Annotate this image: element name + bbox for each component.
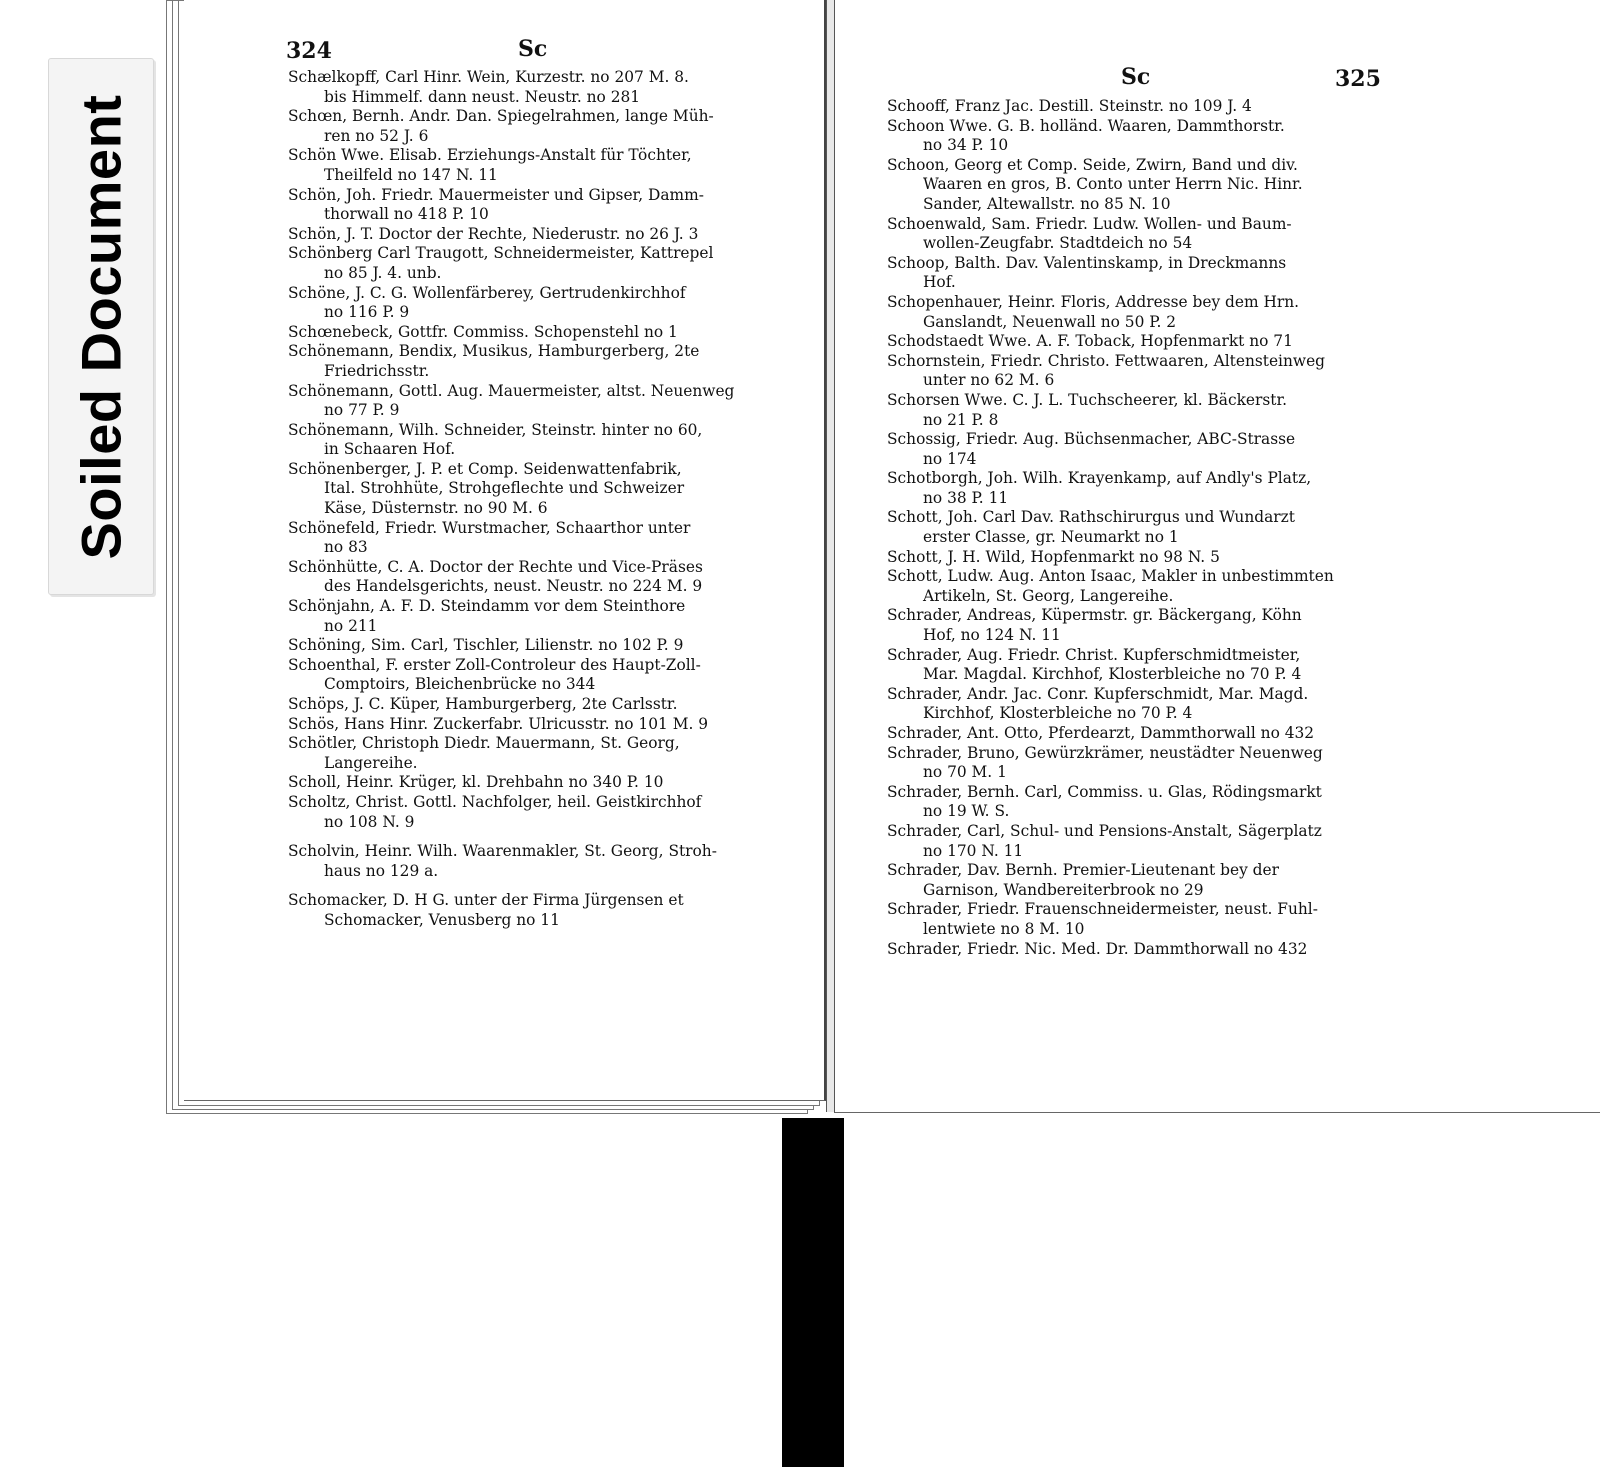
directory-entry bbox=[887, 254, 1334, 293]
entry-continuation-line: no 108 N. 9 bbox=[324, 812, 415, 831]
right-page bbox=[834, 0, 1600, 1113]
entry-continuation-line: no 211 bbox=[324, 616, 378, 635]
directory-entry bbox=[288, 244, 734, 283]
directory-entry bbox=[887, 822, 1334, 861]
directory-entry bbox=[288, 891, 734, 930]
directory-entry bbox=[887, 861, 1334, 900]
directory-entry bbox=[887, 117, 1334, 156]
entry-line: Schön, Joh. Friedr. Mauermeister und Gipser, Damm- bbox=[288, 185, 704, 204]
directory-entry bbox=[288, 773, 734, 793]
entry-line: Scholvin, Heinr. Wilh. Waarenmakler, St. Georg, Stroh- bbox=[288, 842, 717, 861]
entry-continuation-line: no 70 M. 1 bbox=[923, 763, 1007, 782]
entry-continuation-line: Mar. Magdal. Kirchhof, Klosterbleiche no 70 P. 4 bbox=[923, 665, 1302, 684]
directory-entry bbox=[887, 391, 1334, 430]
entry-line: Schoenthal, F. erster Zoll-Controleur des Haupt-Zoll- bbox=[288, 655, 701, 674]
directory-entry bbox=[288, 107, 734, 146]
directory-entry bbox=[288, 225, 734, 245]
soiled-document-tab bbox=[48, 58, 154, 595]
entry-gap bbox=[288, 832, 734, 842]
directory-entry bbox=[288, 68, 734, 107]
directory-entry bbox=[288, 656, 734, 695]
directory-entry bbox=[288, 636, 734, 656]
directory-entry bbox=[288, 284, 734, 323]
entry-continuation-line: Sander, Altewallstr. no 85 N. 10 bbox=[923, 194, 1171, 213]
directory-entry bbox=[887, 744, 1334, 783]
entry-continuation-line: Ital. Strohhüte, Strohgeflechte und Schweizer bbox=[324, 479, 685, 498]
entry-continuation-line: thorwall no 418 P. 10 bbox=[324, 205, 489, 224]
entry-line: Schrader, Friedr. Nic. Med. Dr. Dammthorwall no 432 bbox=[887, 939, 1308, 958]
entry-continuation-line: Hof. bbox=[923, 273, 956, 292]
entry-line: Schœnebeck, Gottfr. Commiss. Schopenstehl no 1 bbox=[288, 322, 678, 341]
entry-line: Schornstein, Friedr. Christo. Fettwaaren, Altensteinweg bbox=[887, 351, 1326, 370]
entry-line: Schrader, Bruno, Gewürzkrämer, neustädter Neuenweg bbox=[887, 743, 1323, 762]
entry-continuation-line: erster Classe, gr. Neumarkt no 1 bbox=[923, 528, 1179, 547]
entry-line: Schoenwald, Sam. Friedr. Ludw. Wollen- und Baum- bbox=[887, 214, 1292, 233]
directory-entry bbox=[887, 508, 1334, 547]
entry-continuation-line: in Schaaren Hof. bbox=[324, 440, 456, 459]
entry-line: Schorsen Wwe. C. J. L. Tuchscheerer, kl. Bäckerstr. bbox=[887, 390, 1288, 409]
entry-line: Schönjahn, A. F. D. Steindamm vor dem Steinthore bbox=[288, 597, 686, 616]
left-page-number: 324 bbox=[286, 38, 332, 64]
entry-continuation-line: no 34 P. 10 bbox=[923, 136, 1009, 155]
entry-line: Schælkopff, Carl Hinr. Wein, Kurzestr. no 207 M. 8. bbox=[288, 68, 689, 86]
entry-line: Schönenberger, J. P. et Comp. Seidenwattenfabrik, bbox=[288, 459, 682, 478]
entry-continuation-line: Schomacker, Venusberg no 11 bbox=[324, 910, 560, 929]
entry-continuation-line: ren no 52 J. 6 bbox=[324, 126, 429, 145]
entry-continuation-line: unter no 62 M. 6 bbox=[923, 371, 1055, 390]
directory-entry bbox=[288, 715, 734, 735]
entry-line: Schoon Wwe. G. B. holländ. Waaren, Dammthorstr. bbox=[887, 116, 1285, 135]
entry-line: Schös, Hans Hinr. Zuckerfabr. Ulricusstr. no 101 M. 9 bbox=[288, 714, 709, 733]
directory-entry bbox=[288, 842, 734, 881]
entry-line: Schönhütte, C. A. Doctor der Rechte und Vice-Präses bbox=[288, 557, 703, 576]
entry-line: Scholl, Heinr. Krüger, kl. Drehbahn no 340 P. 10 bbox=[288, 773, 664, 792]
entry-continuation-line: no 170 N. 11 bbox=[923, 841, 1024, 860]
right-entry-list bbox=[887, 97, 1334, 959]
left-running-head: Sc bbox=[518, 36, 548, 62]
directory-entry bbox=[887, 469, 1334, 508]
directory-entry bbox=[887, 783, 1334, 822]
entry-continuation-line: bis Himmelf. dann neust. Neustr. no 281 bbox=[324, 87, 641, 106]
entry-continuation-line: Langereihe. bbox=[324, 753, 418, 772]
entry-continuation-line: no 19 W. S. bbox=[923, 802, 1010, 821]
directory-entry bbox=[288, 460, 734, 519]
entry-line: Schönemann, Bendix, Musikus, Hamburgerberg, 2te bbox=[288, 342, 700, 361]
left-page bbox=[184, 0, 826, 1101]
directory-entry bbox=[887, 97, 1334, 117]
entry-continuation-line: Waaren en gros, B. Conto unter Herrn Nic. Hinr. bbox=[923, 175, 1303, 194]
entry-continuation-line: haus no 129 a. bbox=[324, 861, 439, 880]
directory-entry bbox=[288, 597, 734, 636]
entry-continuation-line: no 85 J. 4. unb. bbox=[324, 263, 442, 282]
entry-line: Schossig, Friedr. Aug. Büchsenmacher, ABC-Strasse bbox=[887, 430, 1296, 449]
entry-line: Schön Wwe. Elisab. Erziehungs-Anstalt für Töchter, bbox=[288, 146, 692, 165]
entry-line: Schopenhauer, Heinr. Floris, Addresse bey dem Hrn. bbox=[887, 292, 1300, 311]
entry-continuation-line: no 77 P. 9 bbox=[324, 401, 400, 420]
entry-line: Schrader, Dav. Bernh. Premier-Lieutenant bey der bbox=[887, 861, 1279, 880]
entry-line: Schönberg Carl Traugott, Schneidermeister, Kattrepel bbox=[288, 244, 714, 263]
entry-line: Schomacker, D. H G. unter der Firma Jürgensen et bbox=[288, 891, 684, 910]
directory-entry bbox=[887, 900, 1334, 939]
entry-continuation-line: Friedrichsstr. bbox=[324, 361, 430, 380]
directory-entry bbox=[887, 332, 1334, 352]
entry-continuation-line: Comptoirs, Bleichenbrücke no 344 bbox=[324, 675, 596, 694]
directory-entry bbox=[288, 323, 734, 343]
entry-continuation-line: no 38 P. 11 bbox=[923, 488, 1009, 507]
directory-entry bbox=[887, 567, 1334, 606]
entry-continuation-line: no 116 P. 9 bbox=[324, 303, 410, 322]
directory-entry bbox=[288, 382, 734, 421]
directory-entry bbox=[887, 430, 1334, 469]
directory-entry bbox=[887, 352, 1334, 391]
entry-continuation-line: Hof, no 124 N. 11 bbox=[923, 626, 1061, 645]
directory-entry bbox=[887, 685, 1334, 724]
entry-gap bbox=[288, 881, 734, 891]
entry-line: Schodstaedt Wwe. A. F. Toback, Hopfenmarkt no 71 bbox=[887, 332, 1293, 351]
entry-line: Schrader, Aug. Friedr. Christ. Kupferschmidtmeister, bbox=[887, 645, 1301, 664]
entry-line: Schötler, Christoph Diedr. Mauermann, St. Georg, bbox=[288, 734, 680, 753]
book-stand bbox=[782, 1118, 844, 1467]
directory-entry bbox=[288, 558, 734, 597]
entry-line: Schoop, Balth. Dav. Valentinskamp, in Dreckmanns bbox=[887, 253, 1287, 272]
entry-line: Schrader, Andr. Jac. Conr. Kupferschmidt, Mar. Magd. bbox=[887, 684, 1309, 703]
entry-line: Schœn, Bernh. Andr. Dan. Spiegelrahmen, lange Müh- bbox=[288, 107, 714, 126]
entry-line: Schrader, Ant. Otto, Pferdearzt, Dammthorwall no 432 bbox=[887, 724, 1315, 742]
directory-entry bbox=[887, 940, 1334, 960]
right-page-number: 325 bbox=[1335, 66, 1381, 92]
entry-continuation-line: no 83 bbox=[324, 538, 368, 557]
directory-entry bbox=[288, 146, 734, 185]
directory-entry bbox=[288, 186, 734, 225]
entry-line: Schrader, Friedr. Frauenschneidermeister, neust. Fuhl- bbox=[887, 900, 1318, 919]
entry-continuation-line: Kirchhof, Klosterbleiche no 70 P. 4 bbox=[923, 704, 1193, 723]
entry-continuation-line: Theilfeld no 147 N. 11 bbox=[324, 165, 498, 184]
entry-line: Schott, Joh. Carl Dav. Rathschirurgus und Wundarzt bbox=[887, 508, 1295, 527]
entry-line: Schoon, Georg et Comp. Seide, Zwirn, Band und div. bbox=[887, 155, 1298, 174]
directory-entry bbox=[887, 646, 1334, 685]
entry-line: Schönemann, Gottl. Aug. Mauermeister, altst. Neuenweg bbox=[288, 381, 735, 400]
entry-line: Schöning, Sim. Carl, Tischler, Lilienstr. no 102 P. 9 bbox=[288, 636, 684, 655]
directory-entry bbox=[288, 793, 734, 832]
entry-line: Schrader, Carl, Schul- und Pensions-Anstalt, Sägerplatz bbox=[887, 821, 1322, 840]
entry-continuation-line: no 174 bbox=[923, 449, 977, 468]
directory-entry bbox=[288, 734, 734, 773]
entry-continuation-line: des Handelsgerichts, neust. Neustr. no 224 M. 9 bbox=[324, 577, 703, 596]
directory-entry bbox=[288, 421, 734, 460]
entry-line: Schooff, Franz Jac. Destill. Steinstr. no 109 J. 4 bbox=[887, 97, 1252, 115]
left-entry-list bbox=[288, 68, 734, 931]
entry-continuation-line: no 21 P. 8 bbox=[923, 410, 999, 429]
entry-line: Schöne, J. C. G. Wollenfärberey, Gertrudenkirchhof bbox=[288, 283, 686, 302]
entry-continuation-line: Garnison, Wandbereiterbrook no 29 bbox=[923, 880, 1204, 899]
directory-entry bbox=[887, 606, 1334, 645]
entry-line: Schrader, Bernh. Carl, Commiss. u. Glas, Rödingsmarkt bbox=[887, 782, 1322, 801]
soiled-document-label: Soiled Document bbox=[69, 94, 133, 559]
directory-entry bbox=[887, 215, 1334, 254]
directory-entry bbox=[887, 293, 1334, 332]
directory-entry bbox=[887, 156, 1334, 215]
entry-continuation-line: lentwiete no 8 M. 10 bbox=[923, 919, 1085, 938]
entry-line: Schott, J. H. Wild, Hopfenmarkt no 98 N. 5 bbox=[887, 547, 1220, 566]
directory-entry bbox=[288, 519, 734, 558]
directory-entry bbox=[288, 695, 734, 715]
directory-entry bbox=[288, 342, 734, 381]
directory-entry bbox=[887, 724, 1334, 744]
entry-line: Schott, Ludw. Aug. Anton Isaac, Makler in unbestimmten bbox=[887, 567, 1334, 586]
entry-continuation-line: Ganslandt, Neuenwall no 50 P. 2 bbox=[923, 312, 1177, 331]
entry-line: Schotborgh, Joh. Wilh. Krayenkamp, auf Andly's Platz, bbox=[887, 469, 1312, 488]
entry-line: Schön, J. T. Doctor der Rechte, Niederustr. no 26 J. 3 bbox=[288, 224, 699, 243]
entry-continuation-line: Käse, Düsternstr. no 90 M. 6 bbox=[324, 499, 548, 518]
entry-line: Schönefeld, Friedr. Wurstmacher, Schaarthor unter bbox=[288, 518, 691, 537]
entry-line: Scholtz, Christ. Gottl. Nachfolger, heil. Geistkirchhof bbox=[288, 792, 702, 811]
entry-line: Schöps, J. C. Küper, Hamburgerberg, 2te Carlsstr. bbox=[288, 695, 678, 713]
entry-continuation-line: Artikeln, St. Georg, Langereihe. bbox=[923, 586, 1174, 605]
entry-line: Schönemann, Wilh. Schneider, Steinstr. hinter no 60, bbox=[288, 420, 703, 439]
entry-line: Schrader, Andreas, Küpermstr. gr. Bäckergang, Köhn bbox=[887, 606, 1302, 625]
directory-entry bbox=[887, 548, 1334, 568]
right-running-head: Sc bbox=[1121, 64, 1151, 90]
entry-continuation-line: wollen-Zeugfabr. Stadtdeich no 54 bbox=[923, 234, 1193, 253]
